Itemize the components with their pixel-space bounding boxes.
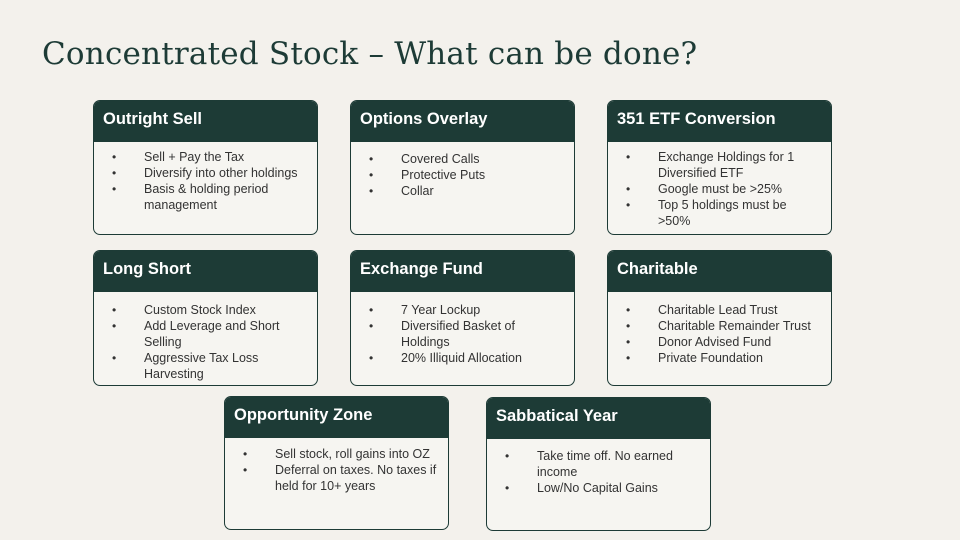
- card-body: [94, 292, 317, 382]
- bullet-list: [369, 151, 564, 199]
- bullet-item: • Google must be >25%: [626, 181, 821, 197]
- bullet-item: • Charitable Remainder Trust: [626, 318, 821, 334]
- card-body: [225, 438, 448, 494]
- card-title: Opportunity Zone: [225, 397, 448, 438]
- bullet-item: • Diversify into other holdings: [112, 165, 307, 181]
- card-title: Charitable: [608, 251, 831, 292]
- bullet-item: • Exchange Holdings for 1 Diversified ETF: [626, 149, 821, 181]
- bullet-list: [243, 446, 438, 494]
- card-exchange-fund: [350, 250, 575, 386]
- bullet-list: [505, 448, 700, 496]
- card-options-overlay: [350, 100, 575, 235]
- card-opportunity-zone: [224, 396, 449, 530]
- bullet-list: [112, 302, 307, 382]
- card-body: [608, 142, 831, 229]
- bullet-item: • Custom Stock Index: [112, 302, 307, 318]
- card-title: Options Overlay: [351, 101, 574, 142]
- card-351-etf-conversion: [607, 100, 832, 235]
- slide-title: Concentrated Stock – What can be done?: [42, 36, 698, 72]
- card-body: [351, 292, 574, 366]
- card-body: [487, 439, 710, 496]
- bullet-item: • 7 Year Lockup: [369, 302, 564, 318]
- bullet-list: [112, 149, 307, 213]
- bullet-item: • Diversified Basket of Holdings: [369, 318, 564, 350]
- bullet-item: • Basis & holding period management: [112, 181, 307, 213]
- bullet-item: • Low/No Capital Gains: [505, 480, 700, 496]
- bullet-item: • Donor Advised Fund: [626, 334, 821, 350]
- bullet-item: • Sell + Pay the Tax: [112, 149, 307, 165]
- bullet-list: [626, 149, 821, 229]
- card-title: Sabbatical Year: [487, 398, 710, 439]
- bullet-item: • 20% Illiquid Allocation: [369, 350, 564, 366]
- card-body: [351, 142, 574, 199]
- card-long-short: [93, 250, 318, 386]
- card-sabbatical-year: [486, 397, 711, 531]
- bullet-list: [369, 302, 564, 366]
- bullet-item: • Protective Puts: [369, 167, 564, 183]
- bullet-item: • Top 5 holdings must be >50%: [626, 197, 821, 229]
- bullet-item: • Sell stock, roll gains into OZ: [243, 446, 438, 462]
- card-title: Exchange Fund: [351, 251, 574, 292]
- bullet-item: • Private Foundation: [626, 350, 821, 366]
- bullet-item: • Take time off. No earned income: [505, 448, 700, 480]
- bullet-item: • Add Leverage and Short Selling: [112, 318, 307, 350]
- card-outright-sell: [93, 100, 318, 235]
- bullet-item: • Covered Calls: [369, 151, 564, 167]
- card-body: [608, 292, 831, 366]
- card-title: Outright Sell: [94, 101, 317, 142]
- bullet-item: • Aggressive Tax Loss Harvesting: [112, 350, 307, 382]
- card-title: Long Short: [94, 251, 317, 292]
- card-charitable: [607, 250, 832, 386]
- bullet-list: [626, 302, 821, 366]
- bullet-item: • Deferral on taxes. No taxes if held for 10+ years: [243, 462, 438, 494]
- bullet-item: • Charitable Lead Trust: [626, 302, 821, 318]
- card-body: [94, 142, 317, 213]
- bullet-item: • Collar: [369, 183, 564, 199]
- card-title: 351 ETF Conversion: [608, 101, 831, 142]
